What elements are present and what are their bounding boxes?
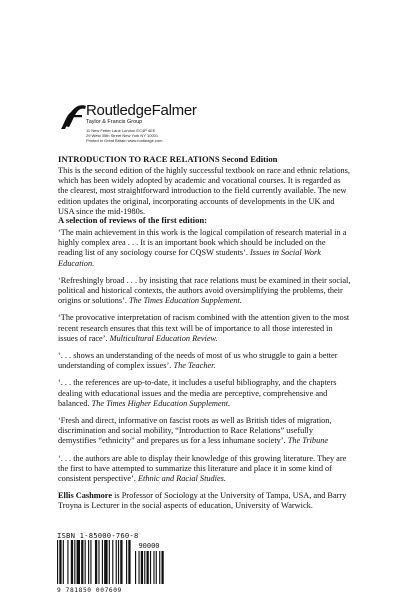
review-source: The Tribune xyxy=(287,436,329,446)
barcode-bar xyxy=(57,540,58,584)
review-item xyxy=(58,228,352,269)
barcode-bar xyxy=(95,540,97,584)
review-item xyxy=(58,313,352,344)
barcode-bar xyxy=(112,540,113,584)
review-item xyxy=(58,416,352,447)
address-line: Printed in Great Britain www.routledge.com xyxy=(86,138,163,144)
author-bio xyxy=(58,491,352,511)
barcode-bar xyxy=(90,540,91,584)
barcode-bar xyxy=(116,540,117,584)
review-item xyxy=(58,454,352,485)
review-item xyxy=(58,378,352,409)
barcode-bar xyxy=(59,540,61,584)
review-quote: ‘The main achievement in this work is the logical compilation of research material in a highly complex area . . . It is an important book which should be included on the reading list of any sociology course for CQSW students’. xyxy=(58,228,347,258)
barcode-addon-bar xyxy=(138,551,139,584)
barcode-addon-bar xyxy=(144,551,145,584)
barcode-bar xyxy=(63,540,64,584)
barcode-bar xyxy=(81,540,83,584)
barcode-bar xyxy=(109,540,110,584)
reviews-heading: A selection of reviews of the first edition: xyxy=(58,215,208,225)
barcode-bar xyxy=(118,540,119,584)
review-quote: ‘. . . the references are up-to-date, it includes a useful bibliography, and the chapters dealing with educational issues and the media are perceptive, comprehensive and balanced. xyxy=(58,378,337,408)
barcode-bar xyxy=(104,540,107,584)
barcode-addon-bar xyxy=(156,551,157,584)
barcode-bar xyxy=(67,540,68,584)
review-quote: ‘. . . the authors are able to display their knowledge of this growing literature. They are the first to have attempted to summarize this literature and place it in some kind of consistent perspective’. xyxy=(58,453,347,484)
barcode-addon-bar xyxy=(141,551,143,584)
barcode-addon-bars xyxy=(135,551,164,584)
isbn-label: ISBN 1-85000-760-8 xyxy=(57,531,139,540)
review-source: Multicultural Education Review. xyxy=(109,333,218,343)
barcode-addon-number: 90000 xyxy=(138,542,160,550)
review-quote: ‘Refreshingly broad . . . by insisting that race relations must be examined in their social, political and historical contexts, the authors avoid oversimplifying the problems, their origins or solutions’. xyxy=(58,275,351,306)
barcode-bar xyxy=(71,540,73,584)
barcode-addon-bar xyxy=(153,551,154,584)
barcode-bar xyxy=(74,540,75,584)
book-title: INTRODUCTION TO RACE RELATIONS Second Edition xyxy=(58,154,278,164)
barcode-bars xyxy=(57,540,131,584)
barcode-bar xyxy=(98,540,99,584)
barcode-bar xyxy=(126,540,127,584)
address-line: 29 West 35th Street New York NY 10001 xyxy=(86,133,159,139)
barcode-addon-bar xyxy=(135,551,136,584)
publisher-address xyxy=(86,128,162,144)
barcode-bar xyxy=(120,540,122,584)
barcode-bar xyxy=(88,540,89,584)
barcode-addon-bar xyxy=(150,551,151,584)
barcode-image xyxy=(57,540,167,586)
review-quote: ‘. . . shows an understanding of the needs of most of us who struggle to gain a better understanding of complex issues’. xyxy=(58,351,338,371)
publisher-name: RoutledgeFalmer xyxy=(86,102,197,119)
address-line: 11 New Fetter Lane London EC4P 4EE xyxy=(86,128,156,133)
review-source: Ethnic and Racial Studies. xyxy=(137,474,226,484)
review-item xyxy=(58,276,352,307)
review-item xyxy=(58,351,352,371)
barcode-bar xyxy=(85,540,86,584)
barcode-bar xyxy=(102,540,103,584)
barcode-bar xyxy=(77,540,80,584)
barcode-addon-bar xyxy=(161,551,163,584)
review-quote: ‘Fresh and direct, informative on fascist roots as well as British tides of migration, discrimination and social mobility, “Introduction to Race Relations” usefully demystifies “ethnicity” and prepares us for a less inhumane society’. xyxy=(58,416,332,446)
barcode-addon-bar xyxy=(147,551,149,584)
review-source: The Teacher. xyxy=(173,361,216,371)
barcode-bar xyxy=(128,540,130,584)
review-source: The Times Higher Education Supplement. xyxy=(91,398,231,408)
reviews-list xyxy=(58,228,352,519)
barcode-number: 9 781850 007609 xyxy=(57,587,122,594)
barcode-addon-bar xyxy=(159,551,160,584)
review-source: Issues in Social Work Education. xyxy=(58,248,321,268)
publisher-group: Taylor & Francis Group xyxy=(86,119,143,125)
review-source: The Times Education Supplement. xyxy=(129,296,242,306)
review-quote: ‘The provocative interpretation of racism combined with the attention given to the most recent research ensures that this text will be of importance to all those interested in issues of race’. xyxy=(58,313,350,343)
book-description: This is the second edition of the highly successful textbook on race and ethnic relations, which has been widely adopted by academic and vocational courses. It is regarded as the clearest, most straightforward introduction to the field currently available. The new edition updates the original, incorporating accounts of developments in the UK and USA since the mid-1980s. xyxy=(58,166,350,216)
author-bio-text: is Professor of Sociology at the University of Tampa, USA, and Barry Troyna is Lecturer in the social aspects of education, University of Warwick. xyxy=(58,491,347,511)
author-name: Ellis Cashmore xyxy=(58,491,113,501)
